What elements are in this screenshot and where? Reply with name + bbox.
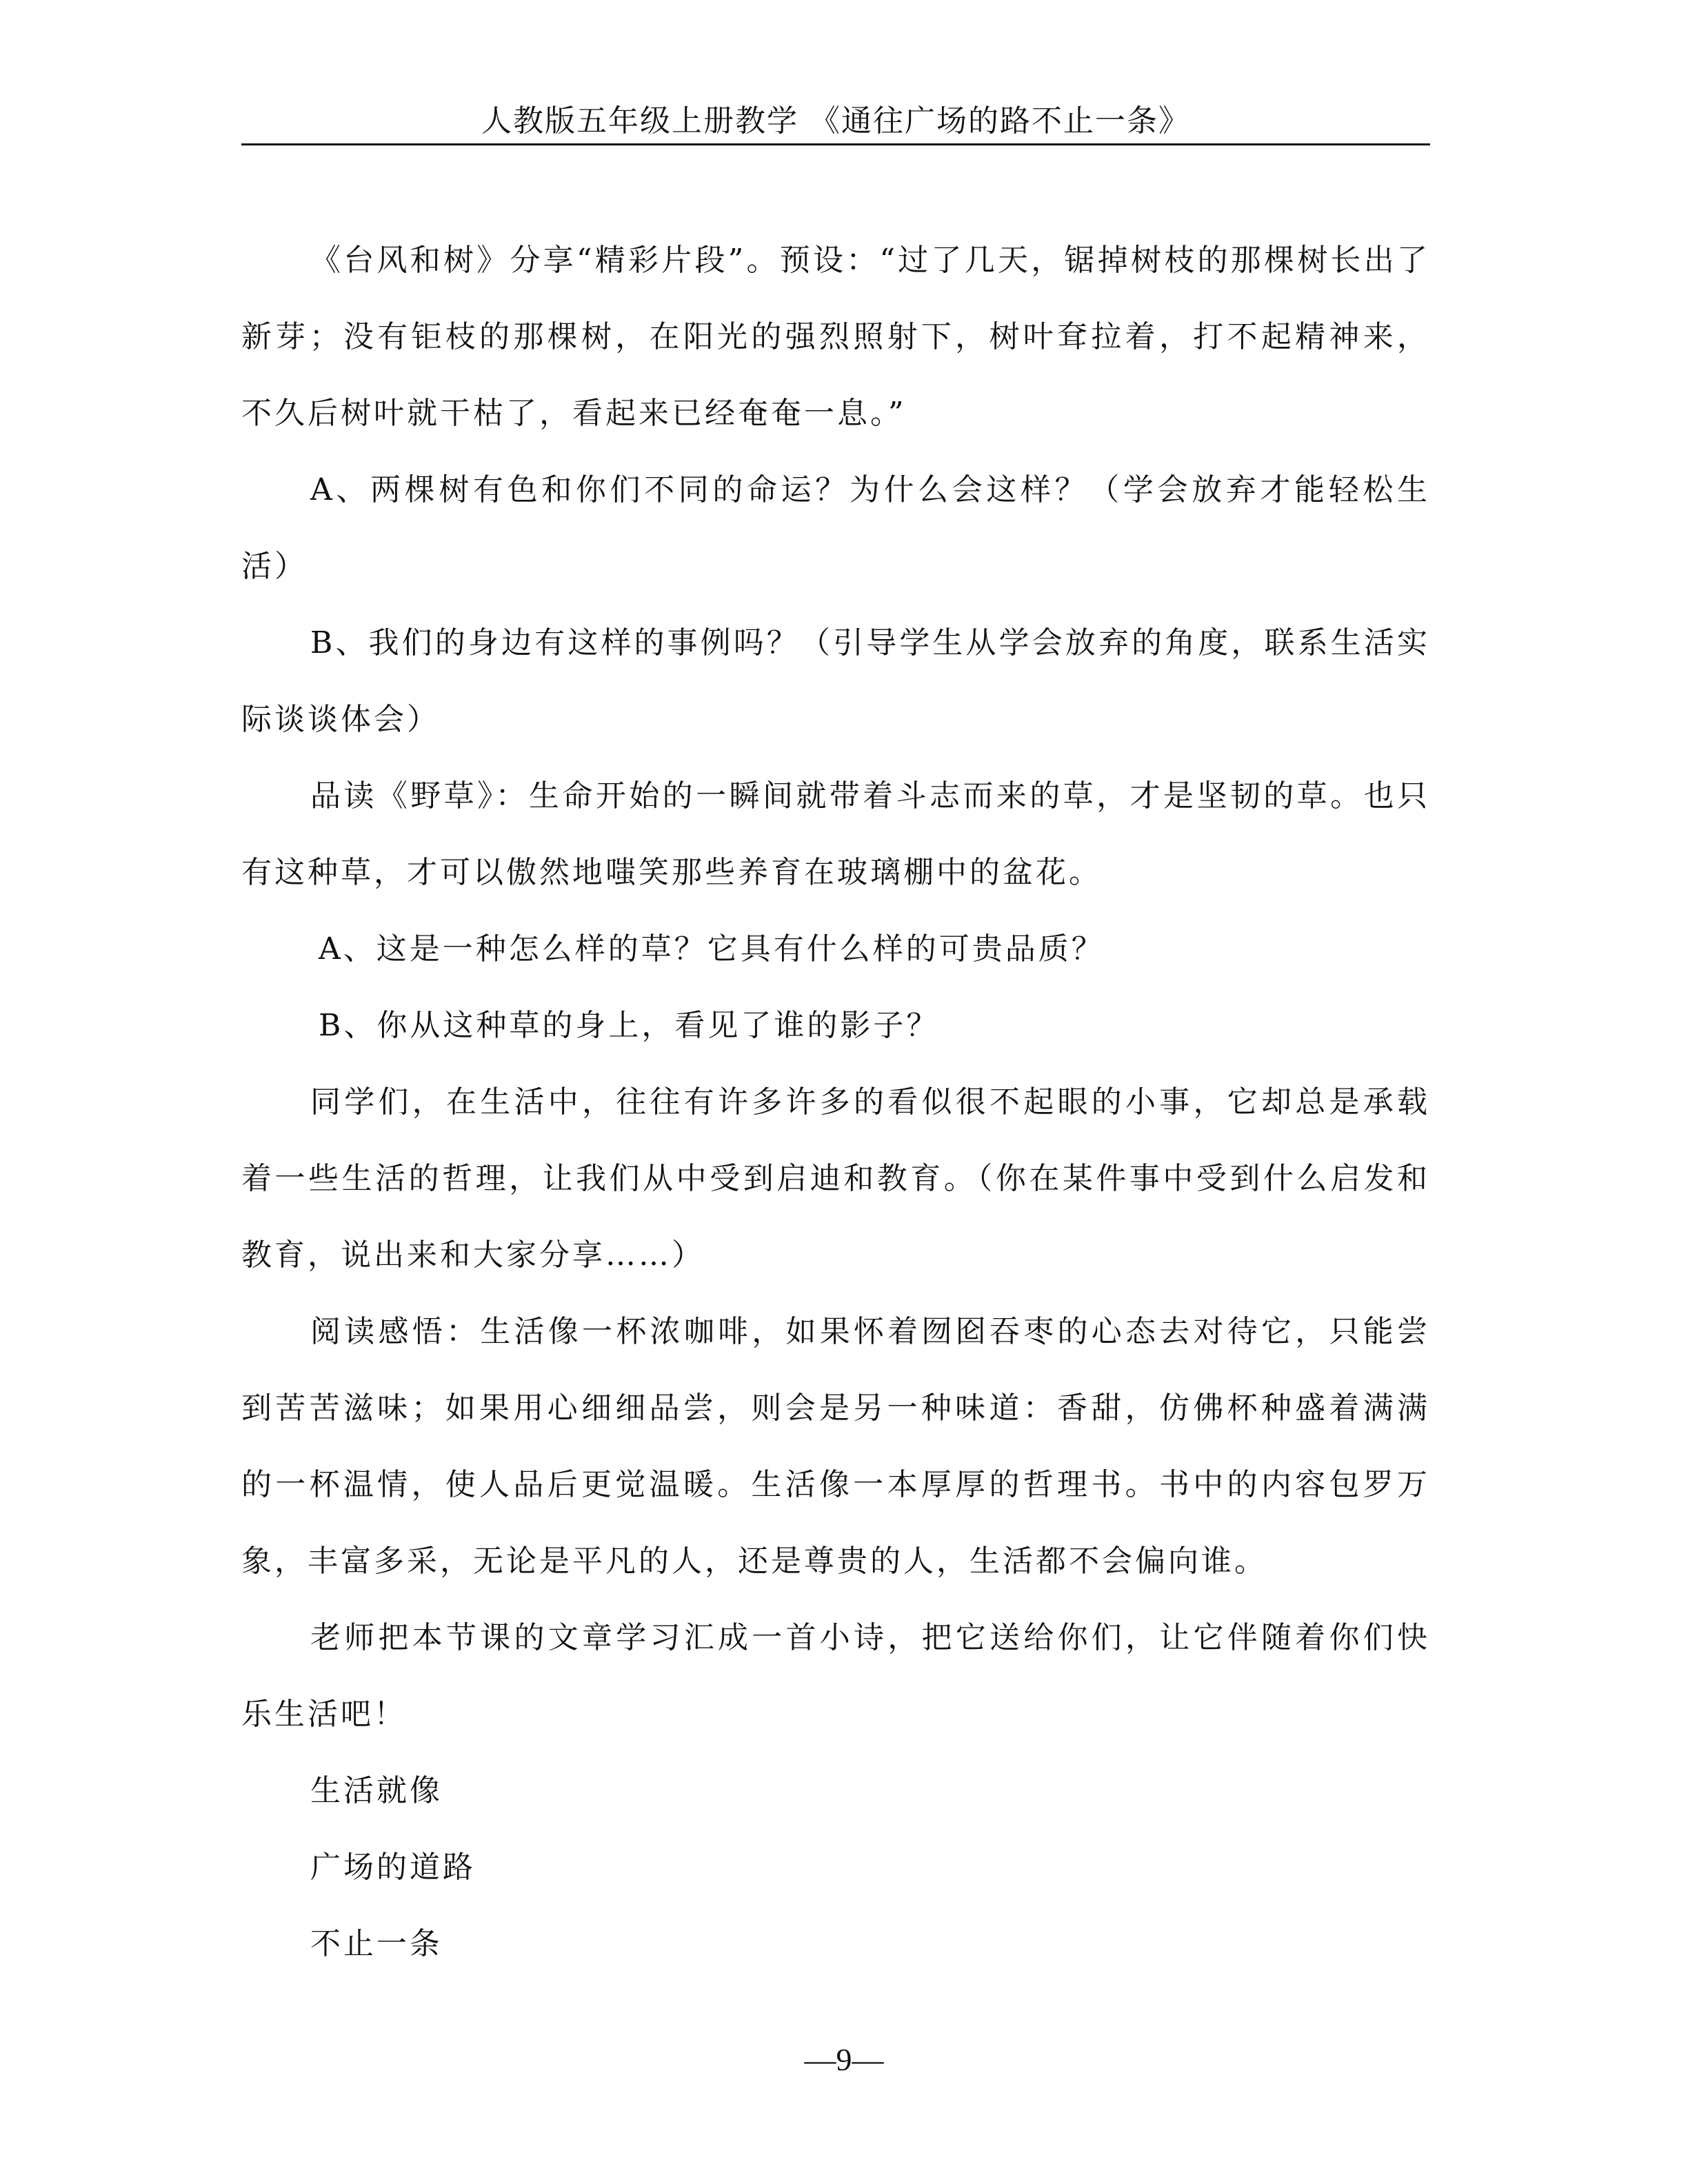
paragraph-typhoon-excerpt: 《台风和树》分享“精彩片段”。预设：“过了几天，锯掉树枝的那棵树长出了新芽；没有钜枝的那棵树，在阳光的强烈照射下，树叶耷拉着，打不起精神来，不久后树叶就干枯了，看起来已经奄奄一息。” (241, 243, 1430, 431)
poem-line-3: 不止一条 (310, 1926, 443, 1961)
paragraph-question-b-shadow: B、你从这种草的身上，看见了谁的影子？ (319, 1008, 940, 1043)
paragraph-teacher-poem-intro: 老师把本节课的文章学习汇成一首小诗，把它送给你们，让它伴随着你们快乐生活吧！ (241, 1620, 1430, 1732)
page-number: —9— (804, 2042, 884, 2077)
paragraph-reading-insight: 阅读感悟：生活像一杯浓咖啡，如果怀着囫囵吞枣的心态去对待它，只能尝到苦苦滋味；如果用心细细品尝，则会是另一种味道：香甜，仿佛杯种盛着满满的一杯温情，使人品后更觉温暖。生活像一本厚厚的哲理书。书中的内容包罗万象，丰富多采，无论是平凡的人，还是尊贵的人，生活都不会偏向谁。 (241, 1314, 1430, 1579)
header-divider (241, 143, 1430, 145)
paragraph-question-b-examples: B、我们的身边有这样的事例吗？（引导学生从学会放弃的角度，联系生活实际谈谈体会） (241, 625, 1430, 737)
paragraph-question-a-trees: A、两棵树有色和你们不同的命运？为什么会这样？（学会放弃才能轻松生活） (241, 472, 1430, 584)
page-header-title: 人教版五年级上册教学 《通往广场的路不止一条》 (481, 103, 1190, 139)
paragraph-wild-grass: 品读《野草》：生命开始的一瞬间就带着斗志而来的草，才是坚韧的草。也只有这种草，才可以傲然地嗤笑那些养育在玻璃棚中的盆花。 (241, 778, 1430, 890)
paragraph-classmates: 同学们，在生活中，往往有许多许多的看似很不起眼的小事，它却总是承载着一些生活的哲理，让我们从中受到启迪和教育。（你在某件事中受到什么启发和教育，说出来和大家分享……） (241, 1084, 1430, 1273)
document-body (241, 222, 1430, 1982)
poem-line-2: 广场的道路 (310, 1850, 476, 1885)
paragraph-question-a-grass: A、这是一种怎么样的草？它具有什么样的可贵品质？ (319, 931, 1105, 967)
poem-line-1: 生活就像 (310, 1773, 443, 1808)
